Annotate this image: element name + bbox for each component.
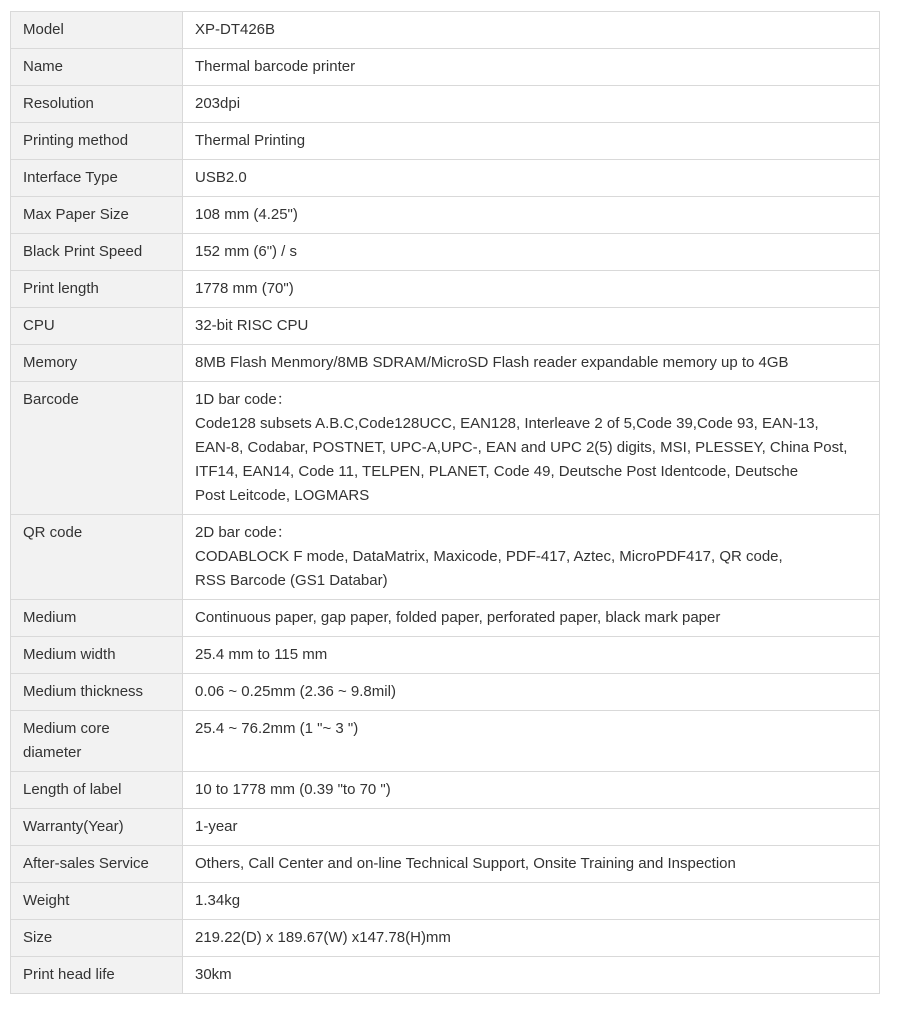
spec-table [10,11,880,994]
spec-value [183,308,880,345]
spec-value-line: 152 mm (6") / s [195,243,298,260]
spec-label: Medium width [11,637,183,674]
spec-value [183,49,880,86]
table-row [11,123,880,160]
spec-value-line: ITF14, EAN14, Code 11, TELPEN, PLANET, Code 49, Deutsche Post Identcode, Deutsche [195,463,799,480]
spec-value-line: 219.22(D) x 189.67(W) x147.78(H)mm [195,929,451,946]
spec-value [183,809,880,846]
spec-label: Weight [11,883,183,920]
table-row [11,772,880,809]
spec-value-line: 8MB Flash Menmory/8MB SDRAM/MicroSD Flash reader expandable memory up to 4GB [195,354,789,371]
spec-label: CPU [11,308,183,345]
spec-value [183,637,880,674]
table-row [11,920,880,957]
spec-value [183,12,880,49]
spec-value-line: USB2.0 [195,169,247,186]
spec-value [183,920,880,957]
spec-label: Memory [11,345,183,382]
table-row [11,234,880,271]
spec-value-line: Thermal barcode printer [195,58,356,75]
spec-value-line: Code128 subsets A.B.C,Code128UCC, EAN128, Interleave 2 of 5,Code 39,Code 93, EAN-13, [195,415,819,432]
spec-value-line: 0.06 ~ 0.25mm (2.36 ~ 9.8mil) [195,683,396,700]
spec-value [183,772,880,809]
spec-value [183,271,880,308]
table-row [11,197,880,234]
spec-label: Print length [11,271,183,308]
spec-value [183,711,880,772]
spec-value [183,160,880,197]
table-row [11,883,880,920]
spec-label: Length of label [11,772,183,809]
spec-value-line: 25.4 mm to 115 mm [195,646,328,663]
spec-label: Printing method [11,123,183,160]
table-row [11,271,880,308]
spec-table-body [11,12,880,994]
spec-value [183,86,880,123]
spec-value [183,846,880,883]
spec-value [183,382,880,515]
spec-value-line: 30km [195,966,232,983]
spec-label: Warranty(Year) [11,809,183,846]
spec-value-line: Continuous paper, gap paper, folded paper, perforated paper, black mark paper [195,609,721,626]
spec-value-line: Thermal Printing [195,132,306,149]
spec-value-line: 10 to 1778 mm (0.39 "to 70 ") [195,781,391,798]
spec-label: Interface Type [11,160,183,197]
spec-label: Name [11,49,183,86]
table-row [11,515,880,600]
spec-label: Medium core diameter [11,711,183,772]
table-row [11,308,880,345]
spec-value-line: Others, Call Center and on-line Technical Support, Onsite Training and Inspection [195,855,736,872]
spec-label: Resolution [11,86,183,123]
spec-label: Medium thickness [11,674,183,711]
spec-value-line: 2D bar code： [195,524,292,541]
spec-value-line: 25.4 ~ 76.2mm (1 "~ 3 ") [195,720,359,737]
spec-value [183,883,880,920]
spec-value [183,345,880,382]
spec-value [183,197,880,234]
table-row [11,160,880,197]
table-row [11,600,880,637]
spec-label: After-sales Service [11,846,183,883]
spec-label: Model [11,12,183,49]
spec-value-line: Post Leitcode, LOGMARS [195,487,370,504]
spec-value [183,123,880,160]
spec-value [183,674,880,711]
spec-value-line: 1.34kg [195,892,241,909]
table-row [11,345,880,382]
table-row [11,674,880,711]
spec-value-line: RSS Barcode (GS1 Databar) [195,572,388,589]
table-row [11,957,880,994]
spec-label: Medium [11,600,183,637]
spec-label: QR code [11,515,183,600]
table-row [11,637,880,674]
spec-label: Print head life [11,957,183,994]
table-row [11,846,880,883]
spec-value-line: 1D bar code： [195,391,292,408]
spec-value-line: 1778 mm (70") [195,280,294,297]
spec-label: Size [11,920,183,957]
spec-value-line: 108 mm (4.25") [195,206,298,223]
spec-value [183,234,880,271]
spec-value [183,957,880,994]
table-row [11,49,880,86]
spec-value [183,515,880,600]
spec-label: Black Print Speed [11,234,183,271]
spec-value-line: 1-year [195,818,238,835]
table-row [11,382,880,515]
table-row [11,12,880,49]
spec-label: Max Paper Size [11,197,183,234]
table-row [11,711,880,772]
spec-value-line: 32-bit RISC CPU [195,317,309,334]
spec-value-line: 203dpi [195,95,241,112]
table-row [11,809,880,846]
table-row [11,86,880,123]
spec-label: Barcode [11,382,183,515]
spec-value-line: EAN-8, Codabar, POSTNET, UPC-A,UPC-, EAN and UPC 2(5) digits, MSI, PLESSEY, China Post, [195,439,848,456]
spec-value [183,600,880,637]
spec-value-line: CODABLOCK F mode, DataMatrix, Maxicode, PDF-417, Aztec, MicroPDF417, QR code, [195,548,783,565]
spec-value-line: XP-DT426B [195,21,276,38]
